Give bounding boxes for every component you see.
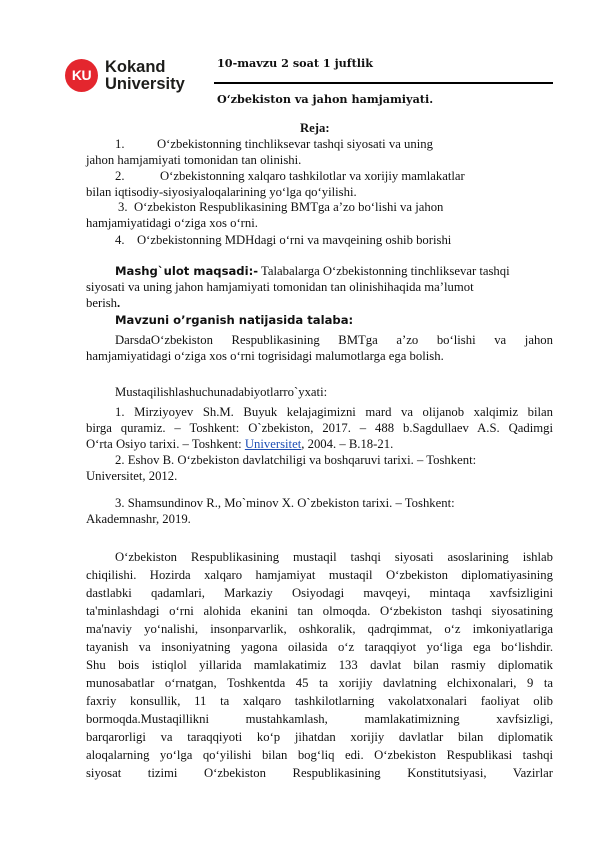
body-line-4: ta'minlashdagi o‘rni alohida ekanini tan olmoqda. O‘zbekiston tashqi siyosatining bbox=[86, 604, 553, 618]
plan-item-1-cont: jahon hamjamiyati tomonidan tan olinishi. bbox=[86, 153, 302, 167]
universitet-link[interactable]: Universitet bbox=[244, 437, 302, 451]
plan-heading: Reja: bbox=[300, 121, 330, 135]
reference-1-text-b: , 2004. – B.18-21. bbox=[301, 437, 394, 451]
reference-1-line-1: 1. Mirziyoyev Sh.M. Buyuk kelajagimizni mard va olijanob xalqimiz bilan bbox=[115, 405, 553, 419]
lecture-topic: O‘zbekiston va jahon hamjamiyati. bbox=[217, 92, 434, 106]
body-line-10: bormoqda.Mustaqillikni mustahkamlash, mamlakatimizning xavfsizligi, bbox=[86, 712, 553, 726]
header-divider bbox=[214, 82, 553, 84]
reference-1-text-a: O‘rta Osiyo tarixi. – Toshkent: bbox=[86, 437, 245, 451]
plan-item-4-number: 4. bbox=[115, 233, 125, 247]
reference-1-line-2: birga quramiz. – Toshkent: O`zbekiston, 2017. – 488 b.Sagdullaev A.S. Qadimgi bbox=[86, 421, 553, 435]
ku-logo-mark: KU bbox=[65, 59, 98, 92]
body-line-6: tayanish va insoniyatning yagona oilasida o‘z taraqqiyot yo‘liga ega bo‘lishdir. bbox=[86, 640, 553, 654]
outcome-line-2: hamjamiyatidagi o‘ziga xos o‘rni togrisidagi malumotlarga ega bolish. bbox=[86, 349, 444, 363]
plan-item-3-number: 3. bbox=[118, 200, 128, 214]
body-line-3: dastlabki qadamlari, Markaziy Osiyodagi mavqeyi, mintaqa xavfsizligini bbox=[86, 586, 553, 600]
body-line-11: barqarorligi va taraqqiyoti ko‘p jihatdan xorijiy davlatlar bilan diplomatik bbox=[86, 730, 553, 744]
body-line-5: ma'naviy yo‘nalishi, insonparvarlik, oshkoralik, qadrqimmat, o‘z imkoniyatlariga bbox=[86, 622, 553, 636]
goal-text-3: berish bbox=[86, 296, 118, 310]
outcome-heading: Mavzuni o’rganish natijasida talaba: bbox=[115, 313, 354, 327]
body-line-1: O‘zbekiston Respublikasining mustaqil tashqi siyosati asoslarining ishlab bbox=[115, 550, 553, 564]
reference-2-line-2: Universitet, 2012. bbox=[86, 469, 178, 483]
body-line-13: siyosat tizimi O‘zbekiston Respublikasining Konstitutsiyasi, Vazirlar bbox=[86, 766, 553, 780]
outcome-line-1: DarsdaO‘zbekiston Respublikasining BMTga a’zo bo‘lishi va jahon bbox=[115, 333, 553, 347]
kokand-university-logo bbox=[65, 57, 205, 95]
plan-item-1-number: 1. bbox=[115, 137, 125, 151]
plan-item-2-text: O‘zbekistonning xalqaro tashkilotlar va xorijiy mamlakatlar bbox=[160, 169, 465, 183]
reference-1-line-3 bbox=[86, 436, 393, 452]
goal-end: . bbox=[117, 296, 121, 310]
goal-text-1: Talabalarga O‘zbekistonning tinchliksevar tashqi bbox=[258, 264, 510, 278]
body-line-8: munosabatlar o‘rnatgan, Toshkentda 45 ta xorijiy davlatning elchixonalari, 9 ta bbox=[86, 676, 553, 690]
plan-item-3-text: O‘zbekiston Respublikasining BMTga a’zo bo‘lishi va jahon bbox=[134, 200, 444, 214]
body-line-7: Shu bois istiqlol yillarida mamlakatimiz 133 davlat bilan rasmiy diplomatik bbox=[86, 658, 553, 672]
reference-3-line-1: 3. Shamsundinov R., Mo`minov X. O`zbekiston tarixi. – Toshkent: bbox=[115, 496, 455, 510]
logo-word-university: University bbox=[105, 75, 185, 93]
body-line-12: aloqalarning yo‘lga qo‘yilishi bilan bog‘liq edi. O‘zbekiston Respublikasi tashqi bbox=[86, 748, 553, 762]
plan-item-4-text: O‘zbekistonning MDHdagi o‘rni va mavqeining oshib borishi bbox=[137, 233, 452, 247]
plan-item-3-cont: hamjamiyatidagi o‘ziga xos o‘rni. bbox=[86, 216, 258, 230]
lecture-title: 10-mavzu 2 soat 1 juftlik bbox=[217, 56, 374, 70]
plan-item-2-cont: bilan iqtisodiy-siyosiyaloqalarining yo‘lga qo‘yilishi. bbox=[86, 185, 357, 199]
reference-3-line-2: Akademnashr, 2019. bbox=[86, 512, 191, 526]
body-line-9: faxriy konsullik, 11 ta xalqaro tashkilotlarning vakolatxonalari faoliyat olib bbox=[86, 694, 553, 708]
goal-line-3 bbox=[86, 295, 120, 311]
goal-line-1 bbox=[115, 263, 510, 279]
literature-heading: Mustaqilishlashuchunadabiyotlarro`yxati: bbox=[115, 385, 328, 399]
plan-item-2-number: 2. bbox=[115, 169, 125, 183]
plan-item-1-text: O‘zbekistonning tinchliksevar tashqi siyosati va uning bbox=[157, 137, 433, 151]
logo-word-kokand: Kokand bbox=[105, 58, 166, 76]
reference-2-line-1: 2. Eshov B. O‘zbekiston davlatchiligi va boshqaruvi tarixi. – Toshkent: bbox=[115, 453, 477, 467]
goal-label: Mashg`ulot maqsadi:- bbox=[115, 264, 259, 278]
body-line-2: chiqilishi. Hozirda xalqaro hamjamiyat mustaqil O‘zbekiston diplomatiyasining bbox=[86, 568, 553, 582]
goal-line-2: siyosati va uning jahon hamjamiyati tomonidan tan olinishihaqida ma’lumot bbox=[86, 280, 474, 294]
